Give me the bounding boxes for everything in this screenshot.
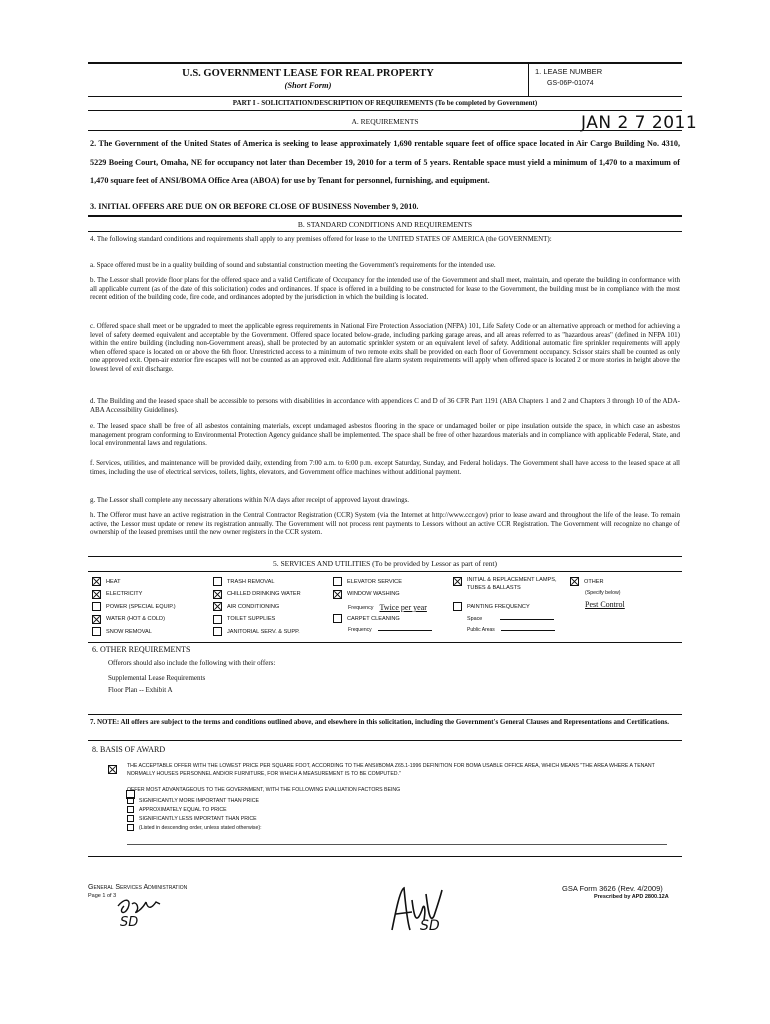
service-lamps-tubes-ballasts	[453, 577, 563, 592]
condition-g: g. The Lessor shall complete any necessary alterations within N/A days after receipt of approved layout drawings.	[90, 496, 410, 504]
bottom-rule	[88, 856, 682, 857]
service-other-specify: (Specify below)	[585, 590, 621, 596]
painting-public-row	[467, 627, 555, 633]
window-frequency-label: Frequency	[348, 604, 374, 611]
service-window-washing	[333, 590, 400, 599]
service-elevator-service-checkbox[interactable]	[333, 577, 342, 586]
service-lamps-tubes-ballasts-label: INITIAL & REPLACEMENT LAMPS, TUBES & BALLASTS	[467, 577, 557, 591]
header-rule	[88, 96, 682, 97]
service-snow-removal	[92, 627, 152, 636]
basis-sub-3-checkbox[interactable]	[127, 815, 134, 822]
service-water-hot-cold-checkbox[interactable]	[92, 615, 101, 624]
basis-option-2: OFFER MOST ADVANTAGEOUS TO THE GOVERNMENT, WITH THE FOLLOWING EVALUATION FACTORS BEING	[127, 787, 401, 793]
other-req-rule	[88, 642, 682, 643]
service-chilled-drinking-water-label: CHILLED DRINKING WATER	[227, 591, 301, 597]
service-other-value: Pest Control	[585, 600, 625, 609]
section-a-heading: A. REQUIREMENTS	[351, 117, 419, 126]
section-b-rule-top	[88, 215, 682, 217]
service-power-special-equip	[92, 602, 176, 611]
service-painting-frequency-label: PAINTING FREQUENCY	[467, 603, 530, 610]
condition-c: c. Offered space shall meet or be upgraded to meet the applicable egress requirements in National Fire Protection Association (NFPA) 101, Life Safety Code or an alternative approach or method for achieving a level of safety deemed equivalent and acceptable by the Government. Offered space located below-grade, including parking garage areas, and all areas referred to as "hazardous areas" (defined in NFPA 101) within the entire building (including non-Government areas), shall be protected by an automatic sprinkler system or an equivalent level of safety. Additional automatic fire sprinkler requirements will apply when offered space is located on or above the 6th floor. Unrestricted access to a minimum of two remote exits shall be provided on each floor of Government occupancy. Scissor stairs shall be counted as only one approved exit. Open-air exterior fire escapes will not be counted as an approved exit. Additional fire alarm system requirements will apply when offered space is located 2 or more stories in height above the lowest level of exit discharge.	[90, 322, 680, 373]
basis-sub-1: SIGNIFICANTLY MORE IMPORTANT THAN PRICE	[127, 797, 259, 804]
date-stamp: JAN 2 7 2011	[581, 113, 698, 133]
footer-form-number: GSA Form 3626 (Rev. 4/2009)	[562, 884, 663, 893]
other-req-line3: Floor Plan -- Exhibit A	[108, 686, 173, 694]
standard-conditions-intro: 4. The following standard conditions and requirements shall apply to any premises offered for lease to the UNITED STATES OF AMERICA (the GOVERNMENT):	[90, 235, 552, 243]
part1-rule	[88, 110, 682, 111]
service-air-conditioning	[213, 602, 279, 611]
service-chilled-drinking-water	[213, 590, 301, 599]
service-water-hot-cold-label: WATER (HOT & COLD)	[106, 616, 165, 622]
services-rule	[88, 571, 682, 572]
lease-number-value: GS-06P-01074	[547, 80, 594, 87]
service-lamps-tubes-ballasts-checkbox[interactable]	[453, 577, 462, 586]
service-toilet-supplies	[213, 615, 275, 624]
service-water-hot-cold	[92, 615, 165, 624]
service-other-checkbox[interactable]	[570, 577, 579, 586]
services-heading: 5. SERVICES AND UTILITIES (To be provided by Lessor as part of rent)	[272, 559, 498, 568]
service-other	[570, 577, 604, 586]
condition-e: e. The leased space shall be free of all asbestos containing materials, except undamaged asbestos flooring in the space or undamaged boiler or pipe insulation outside the space, in which case an asbestos management program conforming to Environmental Protection Agency guidance shall be implemented. The space shall be free of other hazardous materials and in compliance with applicable Federal, State, and local environmental laws and regulations.	[90, 422, 680, 448]
painting-space-row	[467, 616, 554, 622]
other-req-line2: Supplemental Lease Requirements	[108, 674, 206, 682]
service-elevator-service	[333, 577, 402, 586]
other-req-title: 6. OTHER REQUIREMENTS	[92, 645, 191, 654]
other-req-line1: Offerors should also include the following with their offers:	[108, 659, 276, 667]
condition-d: d. The Building and the leased space shall be accessible to persons with disabilities in accordance with appendices C and D of 36 CFR Part 1191 (ABA Chapters 1 and 2 and Chapters 3 through 10 of the ADA-ABA Accessibility Guidelines).	[90, 397, 680, 414]
condition-a: a. Space offered must be in a quality building of sound and substantial construction meeting the Government's requirements for the intended use.	[90, 261, 496, 269]
service-air-conditioning-checkbox[interactable]	[213, 602, 222, 611]
service-carpet-cleaning-label: CARPET CLEANING	[347, 615, 400, 622]
service-electricity-label: ELECTRICITY	[106, 591, 143, 597]
header-divider	[528, 62, 529, 96]
requirement-2: 2. The Government of the United States of America is seeking to lease approximately 1,690 rentable square feet of office space located in Air Cargo Building No. 4310, 5229 Boeing Court, Omaha, NE for occupancy not later than December 19, 2010 for a term of 5 years. Rentable space must yield a minimum of 1,470 to a maximum of 1,470 square feet of ANSI/BOMA Office Area (ABOA) for use by Tenant for personnel, furnishing, and equipment.	[90, 139, 680, 185]
service-carpet-cleaning-checkbox[interactable]	[333, 614, 342, 623]
service-painting-frequency	[453, 602, 530, 611]
service-chilled-drinking-water-checkbox[interactable]	[213, 590, 222, 599]
basis-sub-4-checkbox[interactable]	[127, 824, 134, 831]
basis-sub-2-checkbox[interactable]	[127, 806, 134, 813]
note-7: 7. NOTE: All offers are subject to the terms and conditions outlined above, and elsewhere in this solicitation, including the Government's General Clauses and Representations and Certifications.	[90, 718, 670, 726]
service-heat	[92, 577, 121, 586]
section-b-heading: B. STANDARD CONDITIONS AND REQUIREMENTS	[297, 220, 473, 229]
service-snow-removal-label: SNOW REMOVAL	[106, 628, 152, 635]
basis-sub-1-checkbox[interactable]	[127, 797, 134, 804]
service-heat-checkbox[interactable]	[92, 577, 101, 586]
basis-sub-4: (Listed in descending order, unless stated otherwise):	[127, 824, 262, 831]
service-power-special-equip-label: POWER (SPECIAL EQUIP.)	[106, 603, 176, 610]
window-frequency-value: Twice per year	[379, 603, 427, 612]
condition-b: b. The Lessor shall provide floor plans for the offered space and a valid Certificate of Occupancy for the intended use of the Government and shall meet, maintain, and operate the building in conformance with all applicable current (as of the date of this solicitation) codes and ordinances. If space is offered in a building to be constructed for lease to the Government, the building must be in compliance with the most recent edition of the building code, fire code, and ordinances adopted by the jurisdiction in which the building is located.	[90, 276, 680, 302]
basis-title: 8. BASIS OF AWARD	[92, 745, 166, 754]
window-frequency-row	[348, 603, 427, 612]
basis-fill-line	[127, 844, 667, 845]
service-janitorial-serv-supp	[213, 627, 300, 636]
service-toilet-supplies-checkbox[interactable]	[213, 615, 222, 624]
service-electricity	[92, 590, 142, 599]
service-other-label: OTHER	[584, 578, 604, 585]
form-title: U.S. GOVERNMENT LEASE FOR REAL PROPERTY	[182, 68, 434, 79]
form-subtitle: (Short Form)	[284, 80, 332, 90]
service-trash-removal	[213, 577, 274, 586]
handwritten-initials-sd-left: SD	[120, 915, 139, 930]
service-toilet-supplies-label: TOILET SUPPLIES	[227, 616, 276, 622]
carpet-frequency-row	[348, 627, 432, 633]
footer-prescribed: Prescribed by APD 2800.12A	[594, 894, 669, 900]
footer-agency: General Services Administration	[88, 884, 188, 891]
condition-f: f. Services, utilities, and maintenance will be provided daily, extending from 7:00 a.m. to 6:00 p.m. except Saturday, Sunday, and Federal holidays. The Government shall have access to the leased space at all times, including the use of electrical services, toilets, lights, elevators, and Government office machines without additional payment.	[90, 459, 680, 476]
carpet-frequency-label: Frequency	[348, 627, 372, 633]
service-janitorial-serv-supp-checkbox[interactable]	[213, 627, 222, 636]
basis-rule	[88, 740, 682, 741]
top-rule	[88, 62, 682, 64]
services-rule-top	[88, 556, 682, 557]
footer-page: Page 1 of 3	[88, 893, 117, 899]
basis-option-1: THE ACCEPTABLE OFFER WITH THE LOWEST PRICE PER SQUARE FOOT, ACCORDING TO THE ANSI/BOMA Z65.1-1996 DEFINITION FOR BOMA USABLE OFFICE AREA, WHICH MEANS "THE AREA WHERE A TENANT NORMALLY HOUSES PERSONNEL AND/OR FURNITURE, FOR WHICH A MEASUREMENT IS TO BE COMPUTED."	[127, 763, 655, 777]
requirement-3: 3. INITIAL OFFERS ARE DUE ON OR BEFORE CLOSE OF BUSINESS November 9, 2010.	[90, 202, 419, 211]
service-power-special-equip-checkbox[interactable]	[92, 602, 101, 611]
basis-option-1-checkbox[interactable]	[108, 765, 117, 774]
note-rule	[88, 714, 682, 715]
section-b-rule	[88, 231, 682, 232]
service-elevator-service-label: ELEVATOR SERVICE	[347, 578, 402, 585]
service-electricity-checkbox[interactable]	[92, 590, 101, 599]
painting-public-label: Public Areas	[467, 627, 495, 633]
service-air-conditioning-label: AIR CONDITIONING	[227, 603, 280, 610]
service-window-washing-label: WINDOW WASHING	[347, 591, 400, 597]
lease-number-label: 1. LEASE NUMBER	[535, 67, 603, 76]
service-trash-removal-label: TRASH REMOVAL	[227, 578, 275, 585]
service-carpet-cleaning	[333, 614, 400, 623]
section-a-rule	[88, 130, 682, 131]
painting-space-label: Space	[467, 616, 483, 622]
service-heat-label: HEAT	[106, 578, 121, 585]
condition-h: h. The Offeror must have an active registration in the Central Contractor Registration (CCR) System (via the Internet at http://www.ccr.gov) prior to lease award and throughout the life of the lease. To remain active, the Lessor must update or renew its registration annually. The Government will not process rent payments to Lessors without an active CCR Registration. The Government will recognize no change of ownership of the leased premises until the new owner registers in the CCR system.	[90, 511, 680, 537]
service-janitorial-serv-supp-label: JANITORIAL SERV. & SUPP.	[227, 628, 300, 635]
basis-sub-2: APPROXIMATELY EQUAL TO PRICE	[127, 806, 227, 813]
basis-sub-3: SIGNIFICANTLY LESS IMPORTANT THAN PRICE	[127, 815, 257, 822]
service-painting-frequency-checkbox[interactable]	[453, 602, 462, 611]
part1-heading: PART I - SOLICITATION/DESCRIPTION OF REQUIREMENTS (To be completed by Government)	[232, 99, 538, 107]
service-window-washing-checkbox[interactable]	[333, 590, 342, 599]
handwritten-initials-sd-center: SD	[420, 918, 440, 934]
service-trash-removal-checkbox[interactable]	[213, 577, 222, 586]
service-snow-removal-checkbox[interactable]	[92, 627, 101, 636]
